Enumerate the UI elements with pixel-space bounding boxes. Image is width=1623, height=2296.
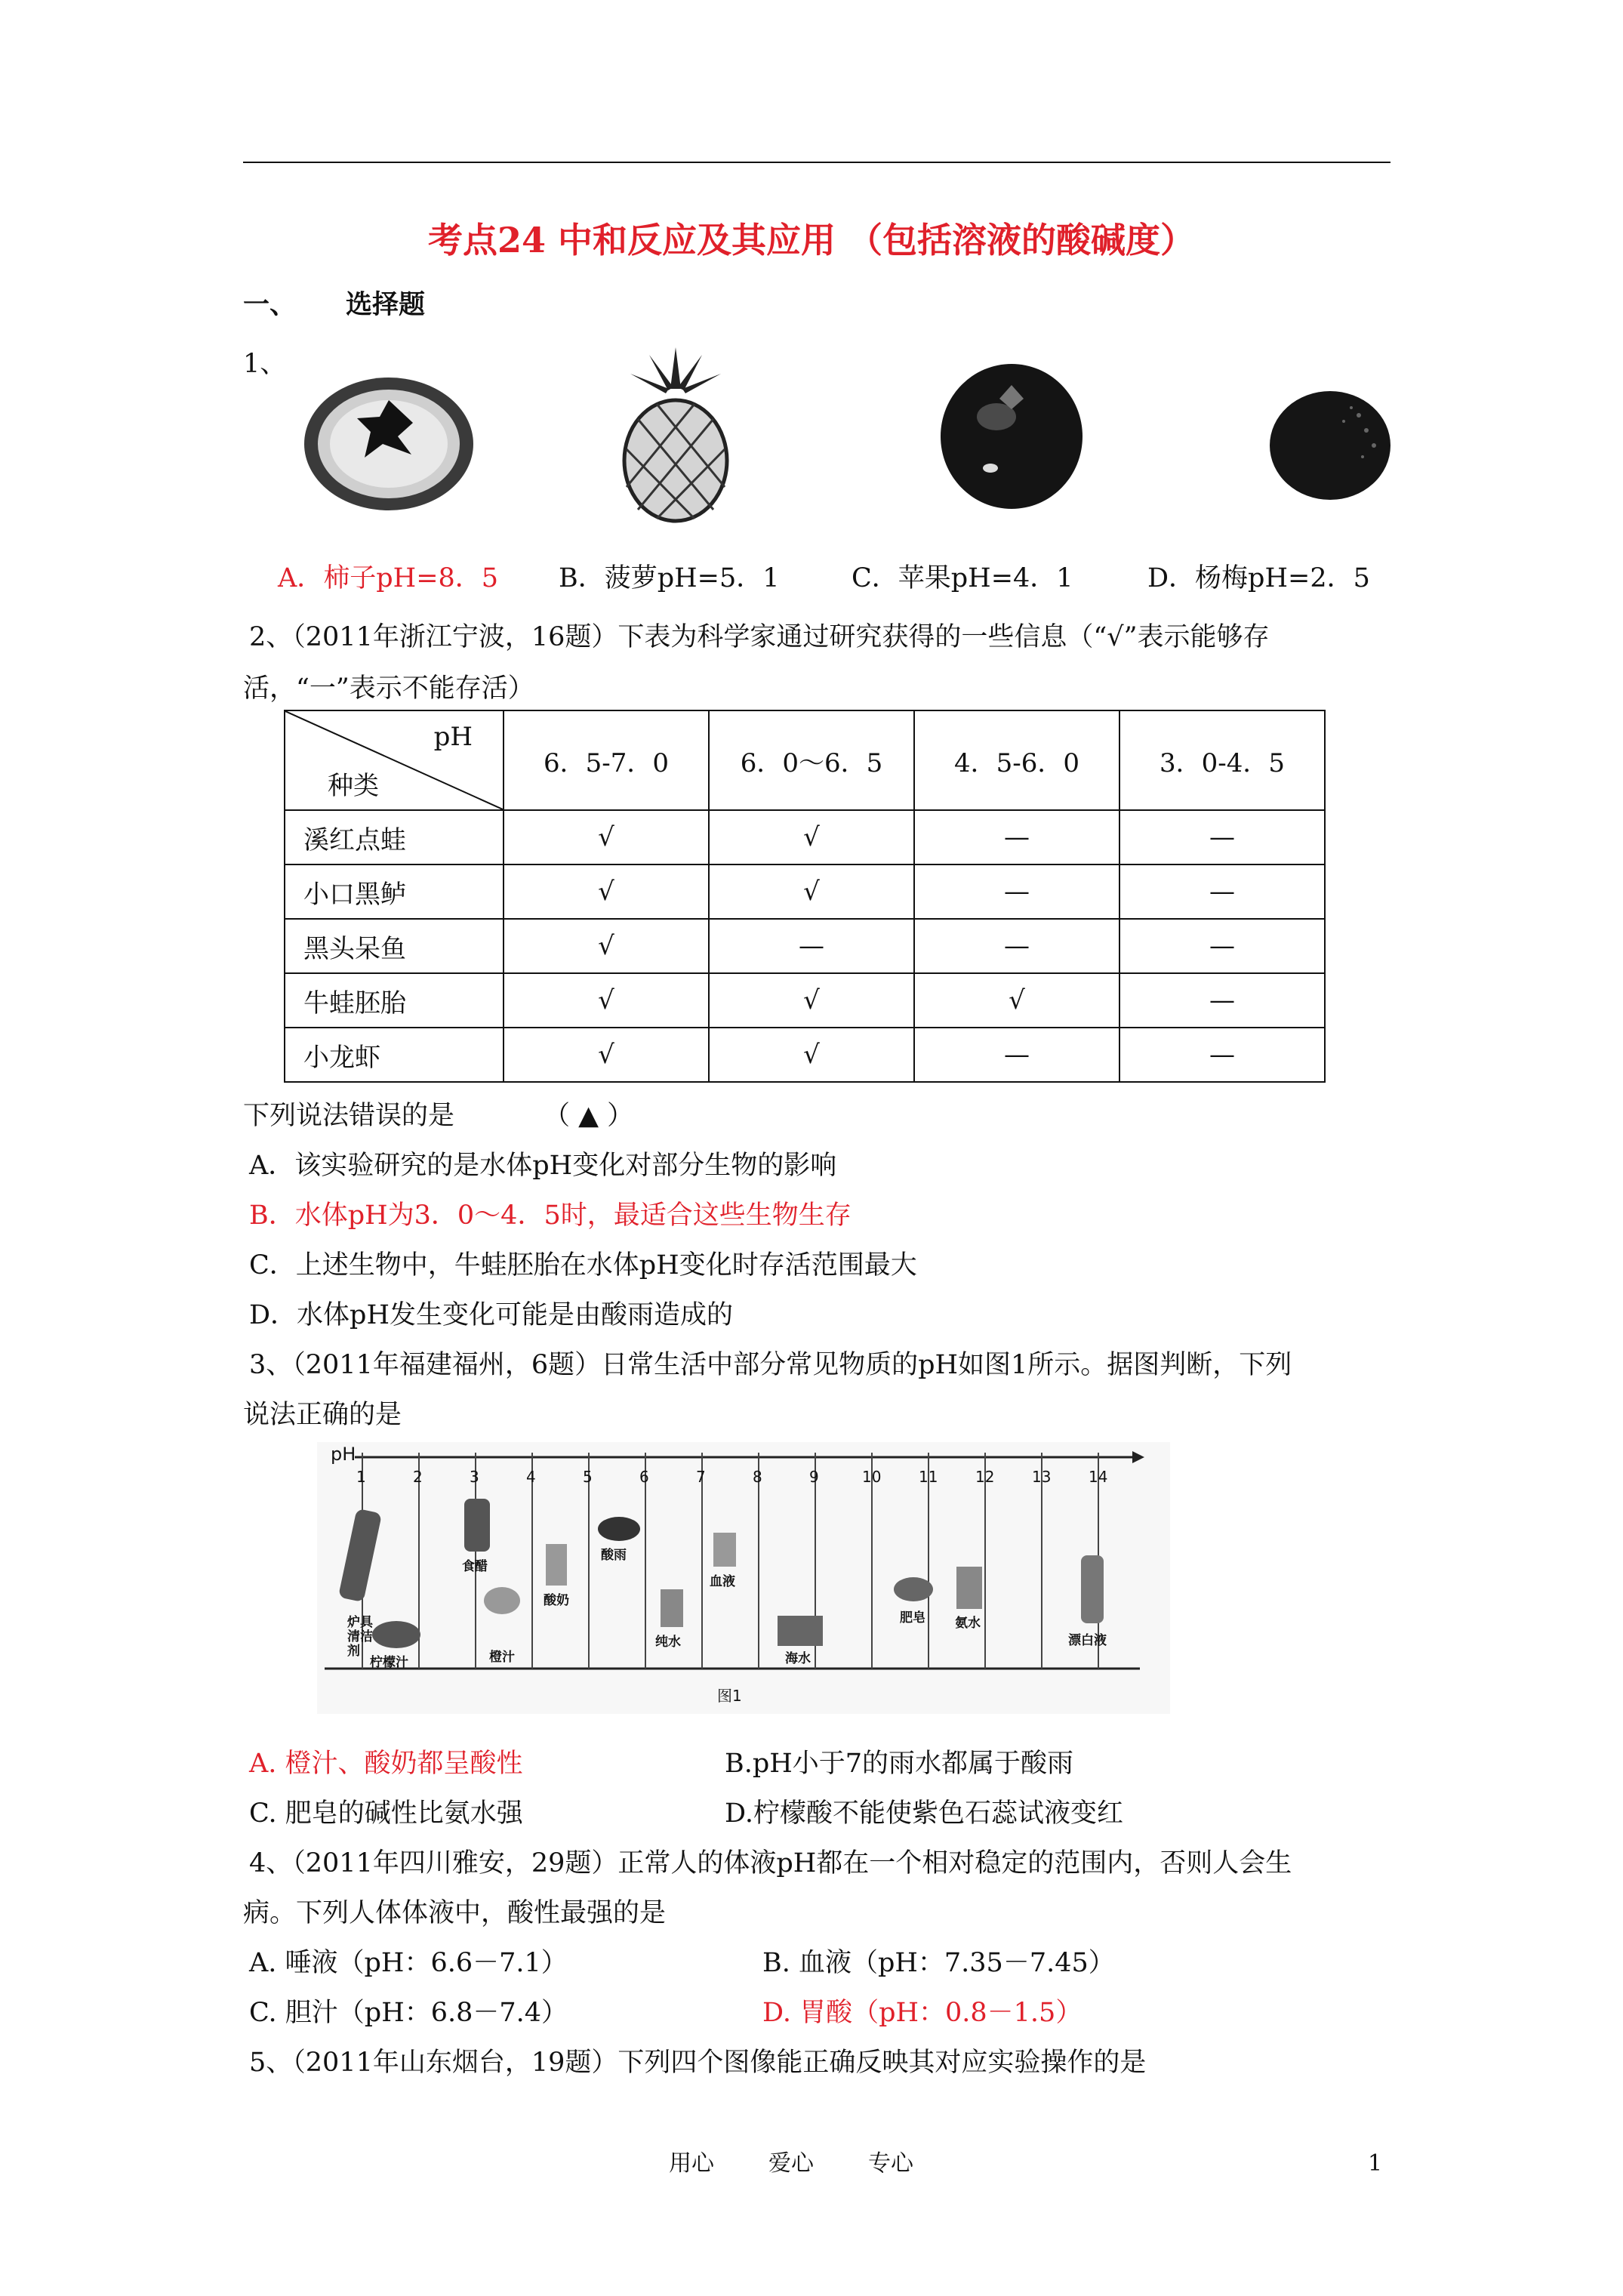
ph-tick: 10 <box>862 1468 882 1486</box>
q3-option-d: D.柠檬酸不能使紫色石蕊试液变红 <box>725 1798 1123 1829</box>
diagonal-header-cell <box>285 710 504 810</box>
ph-item-label: 酸奶 <box>544 1593 569 1608</box>
ph-tick: 3 <box>470 1468 479 1486</box>
q1-option-b: B．菠萝pH=5．1 <box>559 563 780 593</box>
q3-option-b: B.pH小于7的雨水都属于酸雨 <box>725 1749 1074 1779</box>
table-cell: √ <box>709 1028 914 1082</box>
survival-table <box>284 710 1326 1083</box>
table-cell: — <box>914 919 1119 973</box>
bayberry-image <box>1261 385 1397 506</box>
ph-item-label: 炉具清洁剂 <box>347 1615 373 1659</box>
ph-item-label: 漂白液 <box>1068 1633 1107 1648</box>
species-name: 溪红点蛙 <box>285 810 504 864</box>
table-cell: — <box>914 810 1119 864</box>
persimmon-image <box>298 362 479 513</box>
ph-tick: 5 <box>583 1468 593 1486</box>
ph-scale-figure <box>317 1442 1170 1714</box>
column-header: 4．5-6．0 <box>914 710 1119 810</box>
species-name: 小龙虾 <box>285 1028 504 1082</box>
figure-caption: 图1 <box>717 1687 742 1705</box>
q2-stem-line2: 活，“一”表示不能存活） <box>243 673 534 704</box>
table-cell: √ <box>504 919 709 973</box>
column-header: 6．0～6．5 <box>709 710 914 810</box>
ph-item-label: 橙汁 <box>489 1650 515 1665</box>
ph-axis-label: pH <box>331 1444 356 1465</box>
table-row <box>285 864 1325 919</box>
table-cell: — <box>709 919 914 973</box>
q3-option-a: A. 橙汁、酸奶都呈酸性 <box>249 1749 523 1779</box>
footer-word: 专心 <box>868 2150 913 2177</box>
header-ph: pH <box>433 722 473 752</box>
header-species: 种类 <box>328 771 379 801</box>
q2-prompt: 下列说法错误的是 <box>243 1101 455 1131</box>
q4-option-d: D. 胃酸（pH：0.8－1.5） <box>762 1998 1083 2028</box>
ph-tick: 13 <box>1032 1468 1052 1486</box>
table-cell: √ <box>504 973 709 1028</box>
ph-tick: 9 <box>809 1468 819 1486</box>
ph-item-label: 柠檬汁 <box>370 1655 408 1670</box>
q4-stem-line2: 病。下列人体体液中，酸性最强的是 <box>243 1898 667 1928</box>
table-row <box>285 810 1325 864</box>
section-label: 选择题 <box>346 289 426 320</box>
column-header: 3．0-4．5 <box>1119 710 1325 810</box>
table-cell: √ <box>504 810 709 864</box>
ph-tick: 2 <box>413 1468 423 1486</box>
species-name: 牛蛙胚胎 <box>285 973 504 1028</box>
ph-item-label: 血液 <box>710 1574 735 1589</box>
ph-item-label: 食醋 <box>462 1559 488 1574</box>
q3-stem-line2: 说法正确的是 <box>243 1400 402 1430</box>
table-header-row <box>285 710 1325 810</box>
ph-item-label: 海水 <box>785 1651 811 1666</box>
page-title: 考点24 中和反应及其应用 （包括溶液的酸碱度） <box>427 220 1196 260</box>
section-number: 一、 <box>243 289 297 320</box>
table-cell: — <box>1119 864 1325 919</box>
q2-option-d: D．水体pH发生变化可能是由酸雨造成的 <box>249 1300 733 1330</box>
q1-number: 1、 <box>243 349 287 379</box>
q2-answer-blank: （ ▲ ） <box>544 1101 634 1131</box>
table-cell: — <box>914 1028 1119 1082</box>
table-cell: — <box>1119 919 1325 973</box>
pineapple-image <box>604 344 747 525</box>
table-cell: — <box>914 864 1119 919</box>
q2-option-a: A．该实验研究的是水体pH变化对部分生物的影响 <box>249 1151 837 1181</box>
ph-tick: 14 <box>1089 1468 1108 1486</box>
ph-tick: 6 <box>639 1468 649 1486</box>
footer-word: 爱心 <box>768 2150 814 2177</box>
q4-stem-line1: 4、（2011年四川雅安，29题）正常人的体液pH都在一个相对稳定的范围内，否则人会生 <box>249 1848 1292 1878</box>
table-cell: √ <box>914 973 1119 1028</box>
table-cell: √ <box>504 1028 709 1082</box>
ph-tick: 12 <box>975 1468 995 1486</box>
species-name: 黑头呆鱼 <box>285 919 504 973</box>
q2-option-b: B．水体pH为3．0～4．5时，最适合这些生物生存 <box>249 1200 852 1231</box>
ph-tick: 8 <box>753 1468 762 1486</box>
q1-option-d: D．杨梅pH=2．5 <box>1147 563 1370 593</box>
q4-option-b: B. 血液（pH：7.35－7.45） <box>762 1948 1115 1978</box>
table-row <box>285 1028 1325 1082</box>
q4-option-c: C. 胆汁（pH：6.8－7.4） <box>249 1998 568 2028</box>
ph-tick: 1 <box>356 1468 366 1486</box>
table-cell: — <box>1119 810 1325 864</box>
apple-image <box>936 355 1087 513</box>
table-row <box>285 919 1325 973</box>
q2-stem-line1: 2、（2011年浙江宁波，16题）下表为科学家通过研究获得的一些信息（“√”表示能够存 <box>249 622 1270 652</box>
q3-option-c: C. 肥皂的碱性比氨水强 <box>249 1798 523 1829</box>
page-number: 1 <box>1368 2150 1383 2177</box>
column-header: 6．5-7．0 <box>504 710 709 810</box>
q1-option-c: C．苹果pH=4．1 <box>852 563 1073 593</box>
q5-stem-line1: 5、（2011年山东烟台，19题）下列四个图像能正确反映其对应实验操作的是 <box>249 2048 1147 2078</box>
q2-option-c: C．上述生物中，牛蛙胚胎在水体pH变化时存活范围最大 <box>249 1250 917 1281</box>
q1-option-a: A．柿子pH=8．5 <box>278 563 499 593</box>
table-cell: √ <box>504 864 709 919</box>
table-row <box>285 973 1325 1028</box>
ph-item-label: 氨水 <box>955 1616 981 1631</box>
footer-word: 用心 <box>669 2150 714 2177</box>
q3-stem-line1: 3、（2011年福建福州，6题）日常生活中部分常见物质的pH如图1所示。据图判断，下列 <box>249 1350 1292 1380</box>
ph-tick: 11 <box>919 1468 938 1486</box>
ph-tick: 7 <box>696 1468 706 1486</box>
table-cell: √ <box>709 810 914 864</box>
species-name: 小口黑鲈 <box>285 864 504 919</box>
q4-option-a: A. 唾液（pH：6.6－7.1） <box>249 1948 568 1978</box>
table-cell: — <box>1119 973 1325 1028</box>
table-cell: √ <box>709 864 914 919</box>
ph-tick: 4 <box>526 1468 536 1486</box>
header-rule <box>243 162 1390 163</box>
ph-item-label: 肥皂 <box>900 1610 925 1626</box>
ph-item-label: 酸雨 <box>601 1548 627 1563</box>
table-cell: √ <box>709 973 914 1028</box>
ph-item-label: 纯水 <box>655 1635 681 1650</box>
table-cell: — <box>1119 1028 1325 1082</box>
